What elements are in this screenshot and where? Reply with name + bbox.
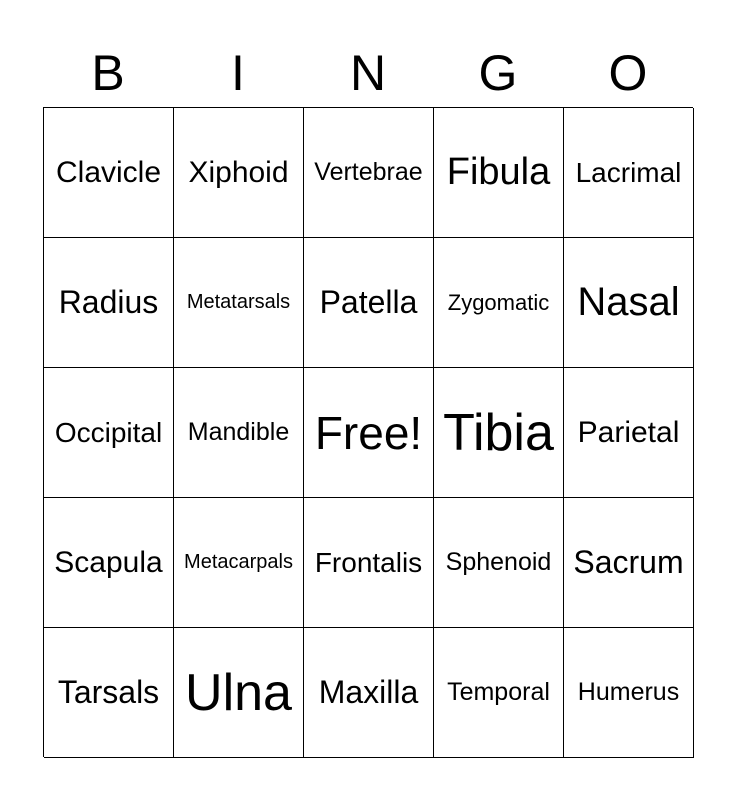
bingo-cell[interactable]: Mandible — [174, 368, 304, 498]
bingo-card-grid — [43, 107, 693, 757]
bingo-cell[interactable]: Parietal — [564, 368, 694, 498]
bingo-cell[interactable]: Vertebrae — [304, 108, 434, 238]
bingo-cell[interactable]: Clavicle — [44, 108, 174, 238]
bingo-cell[interactable]: Nasal — [564, 238, 694, 368]
free-space-cell[interactable]: Free! — [304, 368, 434, 498]
bingo-cell[interactable]: Frontalis — [304, 498, 434, 628]
bingo-cell[interactable]: Sphenoid — [434, 498, 564, 628]
bingo-cell[interactable]: Humerus — [564, 628, 694, 758]
header-letter-b: B — [91, 45, 125, 101]
bingo-cell[interactable]: Tibia — [434, 368, 564, 498]
bingo-cell[interactable]: Occipital — [44, 368, 174, 498]
bingo-cell[interactable]: Lacrimal — [564, 108, 694, 238]
bingo-cell[interactable]: Fibula — [434, 108, 564, 238]
header-letter-o: O — [608, 45, 648, 101]
bingo-cell[interactable]: Maxilla — [304, 628, 434, 758]
bingo-cell[interactable]: Radius — [44, 238, 174, 368]
bingo-header — [43, 40, 693, 106]
bingo-cell[interactable]: Temporal — [434, 628, 564, 758]
bingo-cell[interactable]: Tarsals — [44, 628, 174, 758]
bingo-cell[interactable]: Ulna — [174, 628, 304, 758]
bingo-cell[interactable]: Sacrum — [564, 498, 694, 628]
bingo-cell[interactable]: Patella — [304, 238, 434, 368]
header-letter-g: G — [478, 45, 518, 101]
bingo-cell[interactable]: Scapula — [44, 498, 174, 628]
bingo-cell[interactable]: Metacarpals — [174, 498, 304, 628]
header-letter-n: N — [349, 45, 387, 101]
bingo-cell[interactable]: Metatarsals — [174, 238, 304, 368]
header-letter-i: I — [231, 45, 245, 101]
bingo-cell[interactable]: Zygomatic — [434, 238, 564, 368]
bingo-cell[interactable]: Xiphoid — [174, 108, 304, 238]
